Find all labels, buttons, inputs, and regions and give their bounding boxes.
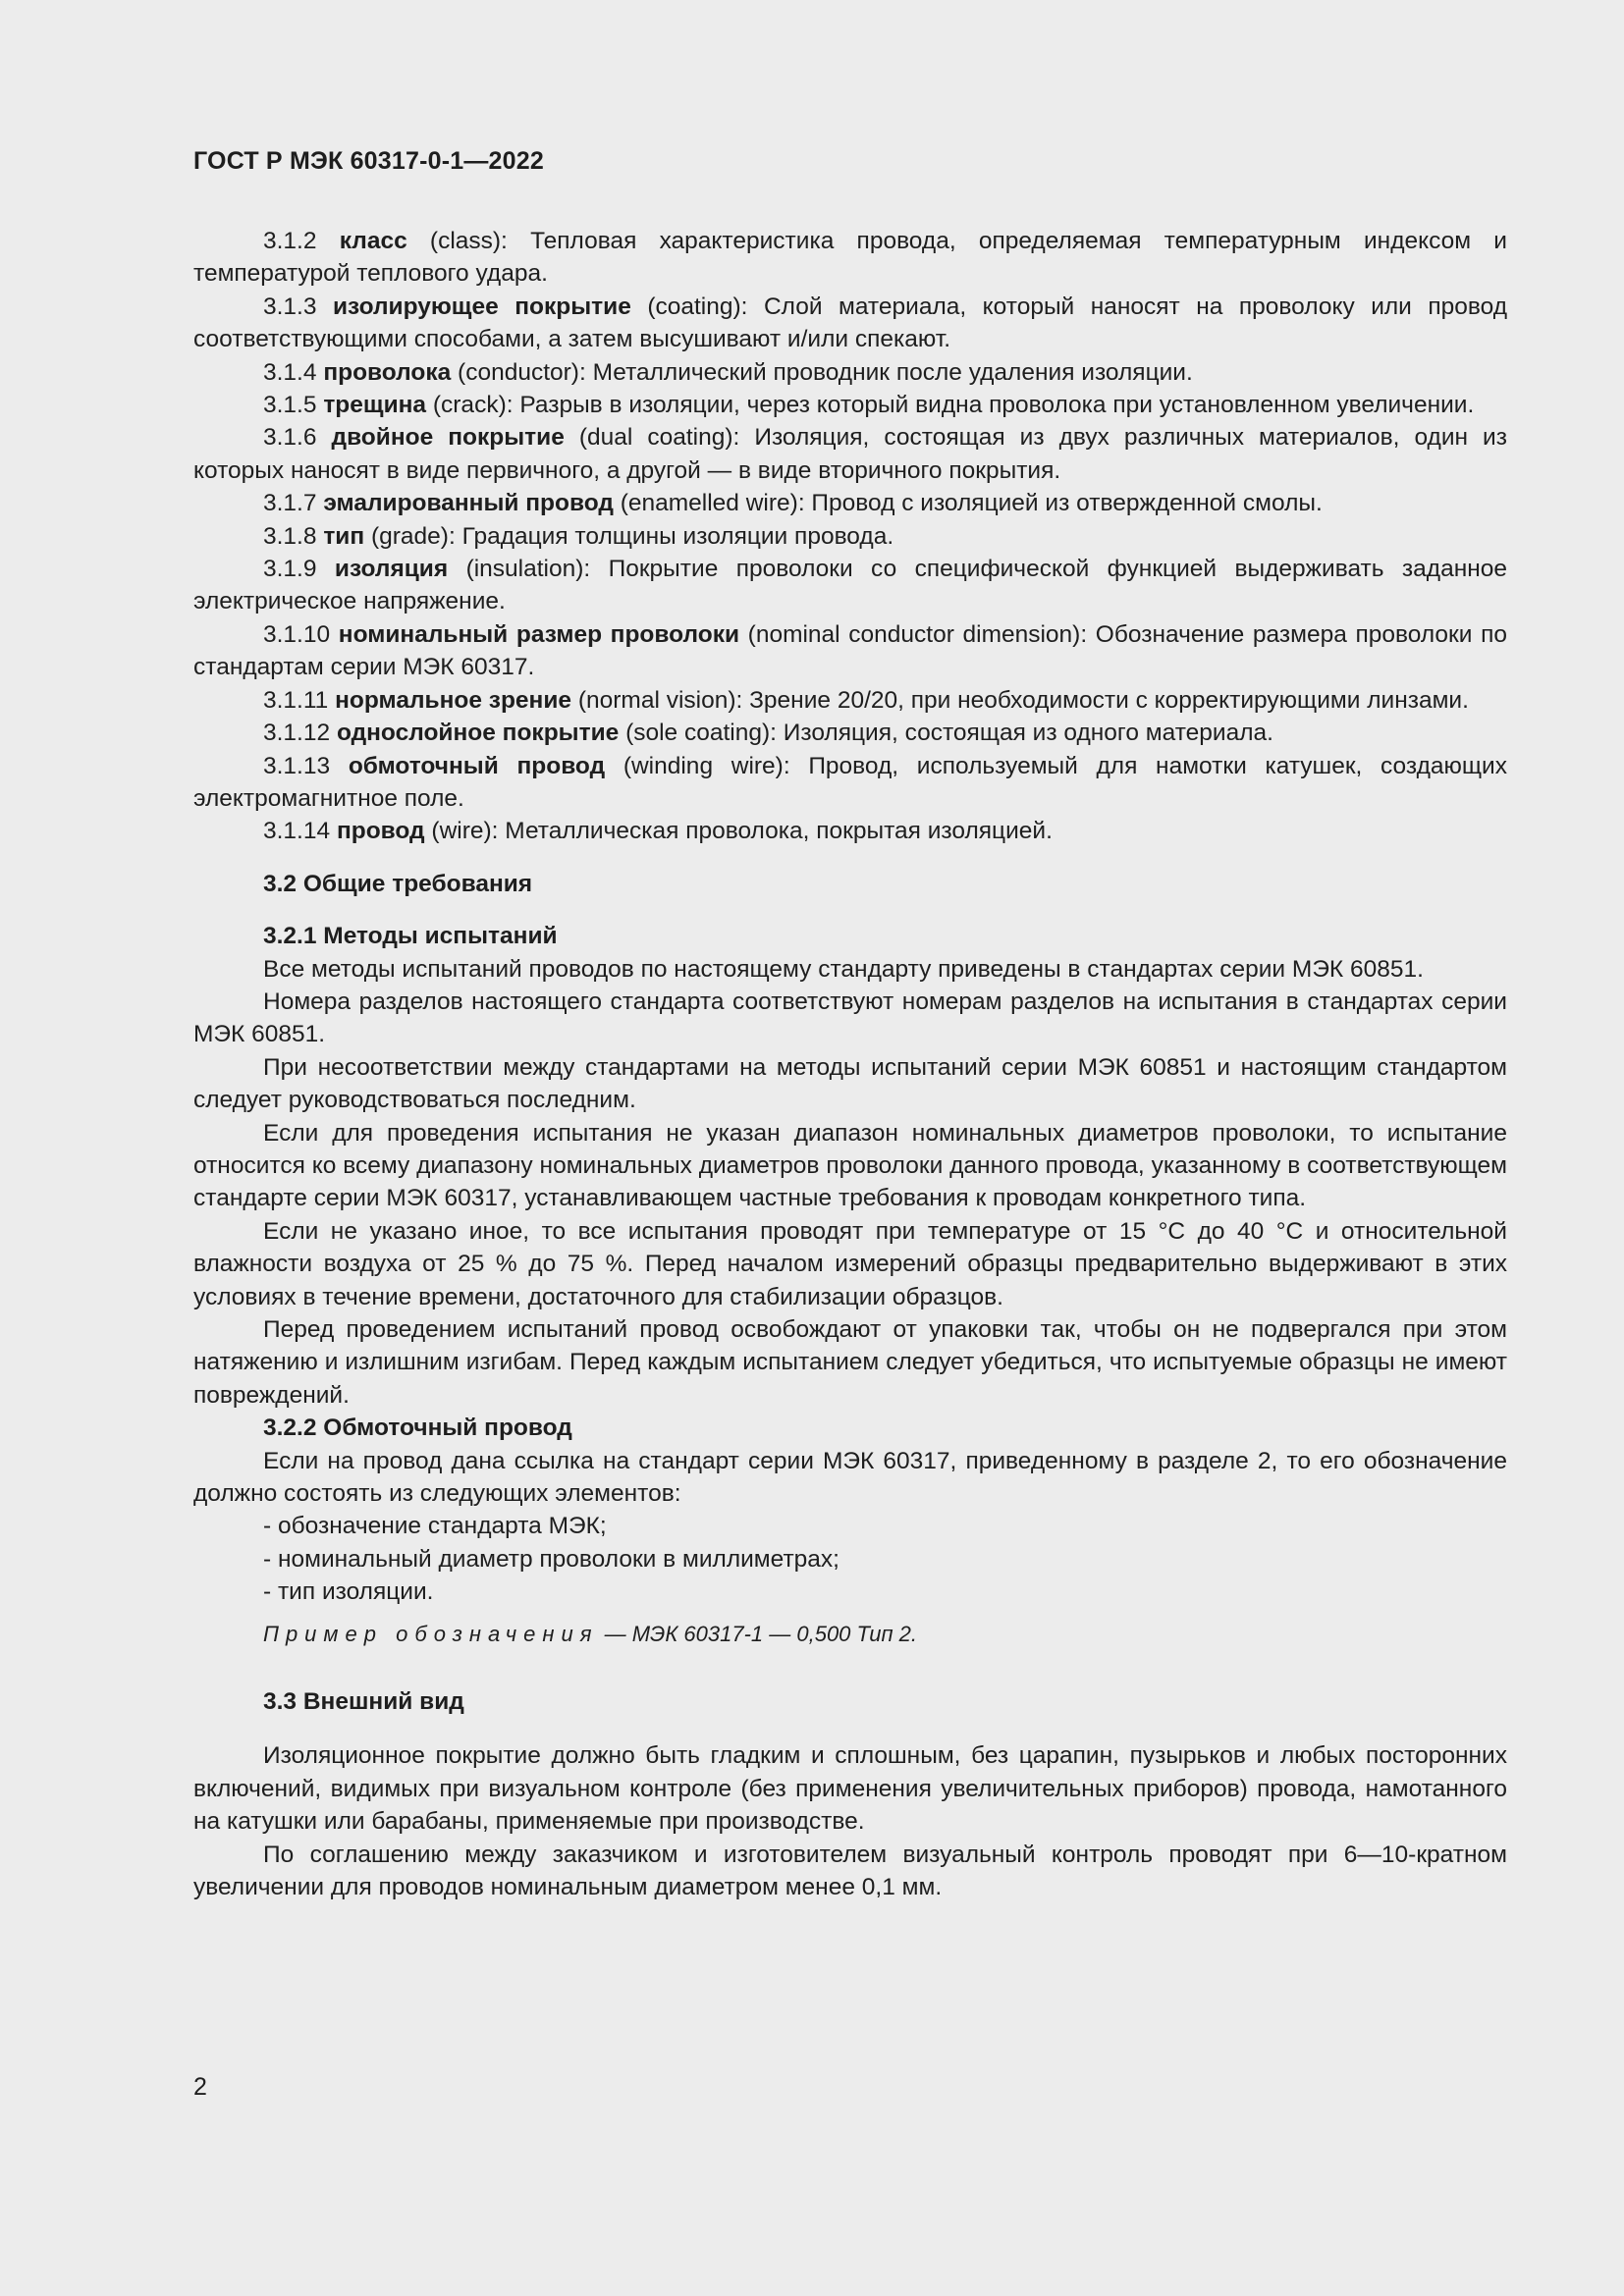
definition-3-1-9: 3.1.9 изоляция (insulation): Покрытие проволоки со специфической функцией выдерживать заданное электрическое напряжение. (193, 556, 1508, 615)
list-item: - обозначение стандарта МЭК; (263, 1513, 607, 1540)
definition-3-1-2: 3.1.2 класс (class): Тепловая характеристика провода, определяемая температурным индексом и температурой теплового удара. (193, 228, 1507, 288)
definition-3-1-12: 3.1.12 однослойное покрытие (sole coating): Изоляция, состоящая из одного материала. (263, 720, 1273, 747)
paragraph: При несоответствии между стандартами на методы испытаний серии МЭК 60851 и настоящим стандартом следует руководствоваться последним. (193, 1053, 1507, 1114)
paragraph: Номера разделов настоящего стандарта соответствуют номерам разделов на испытания в стандартах серии МЭК 60851. (193, 988, 1507, 1048)
term: номинальный размер проволоки (338, 620, 740, 648)
paragraph: Если не указано иное, то все испытания проводят при температуре от 15 °С до 40 °С и относительной влажности воздуха от 25 % до 75 %. Перед началом измерений образцы предварительно выдерживают в этих условиях в течение времени, достаточного для стабилизации образцов. (193, 1217, 1507, 1310)
term: двойное покрытие (331, 424, 565, 452)
term: изолирующее покрытие (333, 293, 631, 320)
example-label: Пример обозначения (263, 1621, 599, 1646)
term: однослойное покрытие (336, 720, 620, 747)
definition-3-1-3: 3.1.3 изолирующее покрытие (coating): Слой материала, который наносят на проволоку или провод соответствующими способами, а затем высушивают и/или спекают. (193, 293, 1507, 353)
document-header: ГОСТ Р МЭК 60317-0-1—2022 (193, 147, 544, 175)
designation-example (193, 1618, 1507, 1650)
term: изоляция (334, 556, 449, 583)
subsection-heading-3-2-1: 3.2.1 Методы испытаний (263, 923, 558, 950)
term: обмоточный провод (348, 752, 606, 779)
paragraph: Все методы испытаний проводов по настоящему стандарту приведены в стандартах серии МЭК 60851. (263, 955, 1424, 983)
definition-3-1-13: 3.1.13 обмоточный провод (winding wire): Провод, используемый для намотки катушек, создающих электромагнитное поле. (193, 752, 1507, 812)
definition-3-1-11: 3.1.11 нормальное зрение (normal vision): Зрение 20/20, при необходимости с корректирующими линзами. (263, 686, 1469, 714)
definition-3-1-5: 3.1.5 трещина (crack): Разрыв в изоляции, через который видна проволока при установленном увеличении. (263, 392, 1475, 419)
document-body (193, 225, 1507, 1904)
example-text: — МЭК 60317-1 — 0,500 Тип 2. (598, 1621, 918, 1646)
paragraph: Изоляционное покрытие должно быть гладким и сплошным, без царапин, пузырьков и любых посторонних включений, видимых при визуальном контроле (без применения увеличительных приборов) провода, намотанного на катушки или барабаны, применяемые при производстве. (193, 1742, 1507, 1836)
definition-3-1-8: 3.1.8 тип (grade): Градация толщины изоляции провода. (263, 522, 894, 550)
paragraph: По соглашению между заказчиком и изготовителем визуальный контроль проводят при 6—10-кратном увеличении для проводов номинальным диаметром менее 0,1 мм. (193, 1841, 1507, 1901)
paragraph: Перед проведением испытаний провод освобождают от упаковки так, чтобы он не подвергался при этом натяжению и излишним изгибам. Перед каждым испытанием следует убедиться, что испытуемые образцы не имеют повреждений. (193, 1316, 1507, 1409)
paragraph: Если для проведения испытания не указан диапазон номинальных диаметров проволоки, то испытание относится ко всему диапазону номинальных диаметров проволоки данного провода, указанному в соответствующем стандарте серии МЭК 60317, устанавливающем частные требования к проводам конкретного типа. (193, 1119, 1507, 1212)
paragraph: Если на провод дана ссылка на стандарт серии МЭК 60317, приведенному в разделе 2, то его обозначение должно состоять из следующих элементов: (193, 1447, 1507, 1508)
section-heading-3-3: 3.3 Внешний вид (263, 1688, 464, 1716)
term: трещина (323, 392, 427, 419)
term: проволока (323, 358, 452, 386)
list-item: - номинальный диаметр проволоки в миллиметрах; (263, 1545, 839, 1573)
term: нормальное зрение (335, 686, 572, 714)
list-item: - тип изоляции. (263, 1578, 434, 1606)
definition-3-1-6: 3.1.6 двойное покрытие (dual coating): Изоляция, состоящая из двух различных материалов, один из которых наносят в виде первичного, а другой — в виде вторичного покрытия. (193, 424, 1507, 484)
definition-3-1-14: 3.1.14 провод (wire): Металлическая проволока, покрытая изоляцией. (263, 818, 1053, 845)
term: эмалированный провод (323, 490, 614, 517)
term: тип (323, 522, 365, 550)
definition-3-1-4: 3.1.4 проволока (conductor): Металлический проводник после удаления изоляции. (263, 358, 1193, 386)
section-heading-3-2: 3.2 Общие требования (263, 870, 533, 897)
term: класс (339, 228, 407, 254)
term: провод (336, 818, 425, 845)
subsection-heading-3-2-2: 3.2.2 Обмоточный провод (263, 1415, 572, 1442)
definition-3-1-10: 3.1.10 номинальный размер проволоки (nominal conductor dimension): Обозначение размера проволоки по стандартам серии МЭК 60317. (193, 620, 1507, 681)
page-number: 2 (193, 2073, 207, 2101)
definition-3-1-7: 3.1.7 эмалированный провод (enamelled wire): Провод с изоляцией из отвержденной смолы. (263, 490, 1323, 517)
